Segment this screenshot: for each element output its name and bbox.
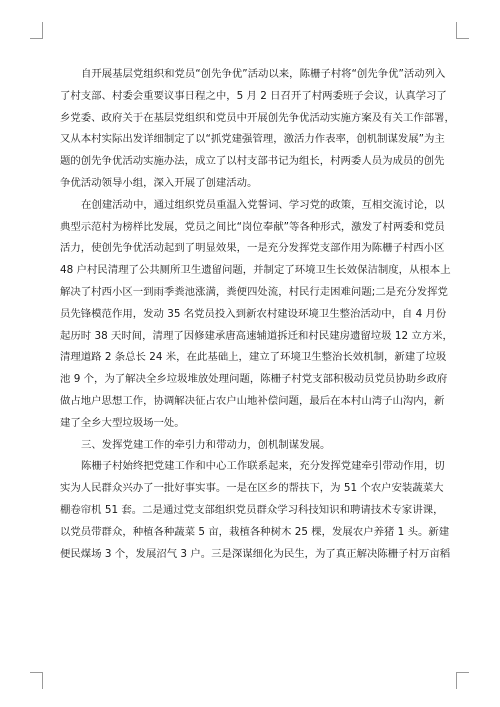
- text-line: 员先锋模范作用，发动 35 名党员投入到新农村建设环境卫生整治活动中，自 4 月份: [60, 307, 447, 320]
- text-line: 争优活动领导小组，深入开展了创建活动。: [60, 176, 258, 189]
- text-line: 池 9 个，为了解决全乡垃圾堆放处理问题，陈栅子村党支部积极动员党员协助乡政府: [60, 373, 448, 386]
- text-line: 建了全乡大型垃圾场一处。: [60, 416, 185, 429]
- text-line: 了村支部、村委会重要议事日程之中，5 月 2 日召开了村两委班子会议，认真学习了: [60, 89, 447, 102]
- text-line: 棚卷帘机 51 套。二是通过党支部组织党员群众学习科技知识和聘请技术专家讲课，: [60, 503, 444, 516]
- text-line: 陈栅子村始终把党建工作和中心工作联系起来，充分发挥党建牵引带动作用，切: [81, 460, 445, 473]
- text-line: 做占地户思想工作，协调解决征占农户山地补偿问题，最后在本村山湾子山沟内，新: [60, 394, 445, 407]
- text-line: 便民煤场 3 个，发展沼气 3 户。三是深谋细化为民生，为了真正解决陈栅子村万亩稻: [60, 547, 451, 560]
- section-heading: [60, 435, 444, 457]
- text-line: 清理道路 2 条总长 24 米，在此基础上，建立了环境卫生整治长效机制，新建了垃圾: [60, 351, 447, 364]
- paragraph-2: [60, 195, 453, 435]
- text-line: 又从本村实际出发详细制定了以“抓党建强管理，激活力作表率，创机制谋发展”为主: [60, 133, 445, 146]
- text-line: 自开展基层党组织和党员“创先争优”活动以来，陈栅子村将“创先争优”活动列入: [81, 68, 446, 80]
- text-line: 典型示范村为榜样比发展，党员之间比“岗位奉献”等各种形式，激发了村两委和党员: [60, 220, 445, 233]
- text-line: 实为人民群众兴办了一批好事实事。一是在区乡的帮扶下，为 51 个农户安装蔬菜大: [60, 482, 444, 495]
- paragraph-3: [60, 456, 451, 565]
- text-line: 题的创先争优活动实施办法，成立了以村支部书记为组长，村两委人员为成员的创先: [60, 155, 445, 168]
- page-corner-mark-top-right: [456, 22, 469, 39]
- text-line: 解决了村西小区一到雨季粪池涨满，粪便四处流，村民行走困难问题;二是充分发挥党: [60, 285, 448, 298]
- document-body: [60, 64, 455, 565]
- page-corner-mark-bottom-right: [456, 672, 469, 689]
- text-line: 起历时 38 天时间，清理了因修建承唐高速辅道拆迁和村民建房遗留垃圾 12 立方米，: [60, 329, 453, 342]
- text-line: 三、发挥党建工作的牵引力和带动力，创机制谋发展。: [81, 438, 331, 451]
- text-line: 以党员带群众，种植各种蔬菜 5 亩，栽植各种树木 25 棵，发展农户养猪 1 头。新建: [60, 525, 450, 538]
- page-corner-mark-top-left: [30, 22, 43, 39]
- text-line: 在创建活动中，通过组织党员重温入党誓词、学习党的政策，互相交流讨论，以: [81, 198, 445, 211]
- text-line: 乡党委、政府关于在基层党组织和党员中开展创先争优活动实施方案及有关工作部署，: [60, 111, 455, 124]
- text-line: 活力，使创先争优活动起到了明显效果，一是充分发挥党支部作用为陈栅子村西小区: [60, 242, 445, 255]
- page-corner-mark-bottom-left: [30, 672, 43, 689]
- paragraph-1: [60, 64, 455, 195]
- text-line: 48 户村民清理了公共厕所卫生遗留问题，并制定了环境卫生长效保洁制度，从根本上: [60, 264, 451, 277]
